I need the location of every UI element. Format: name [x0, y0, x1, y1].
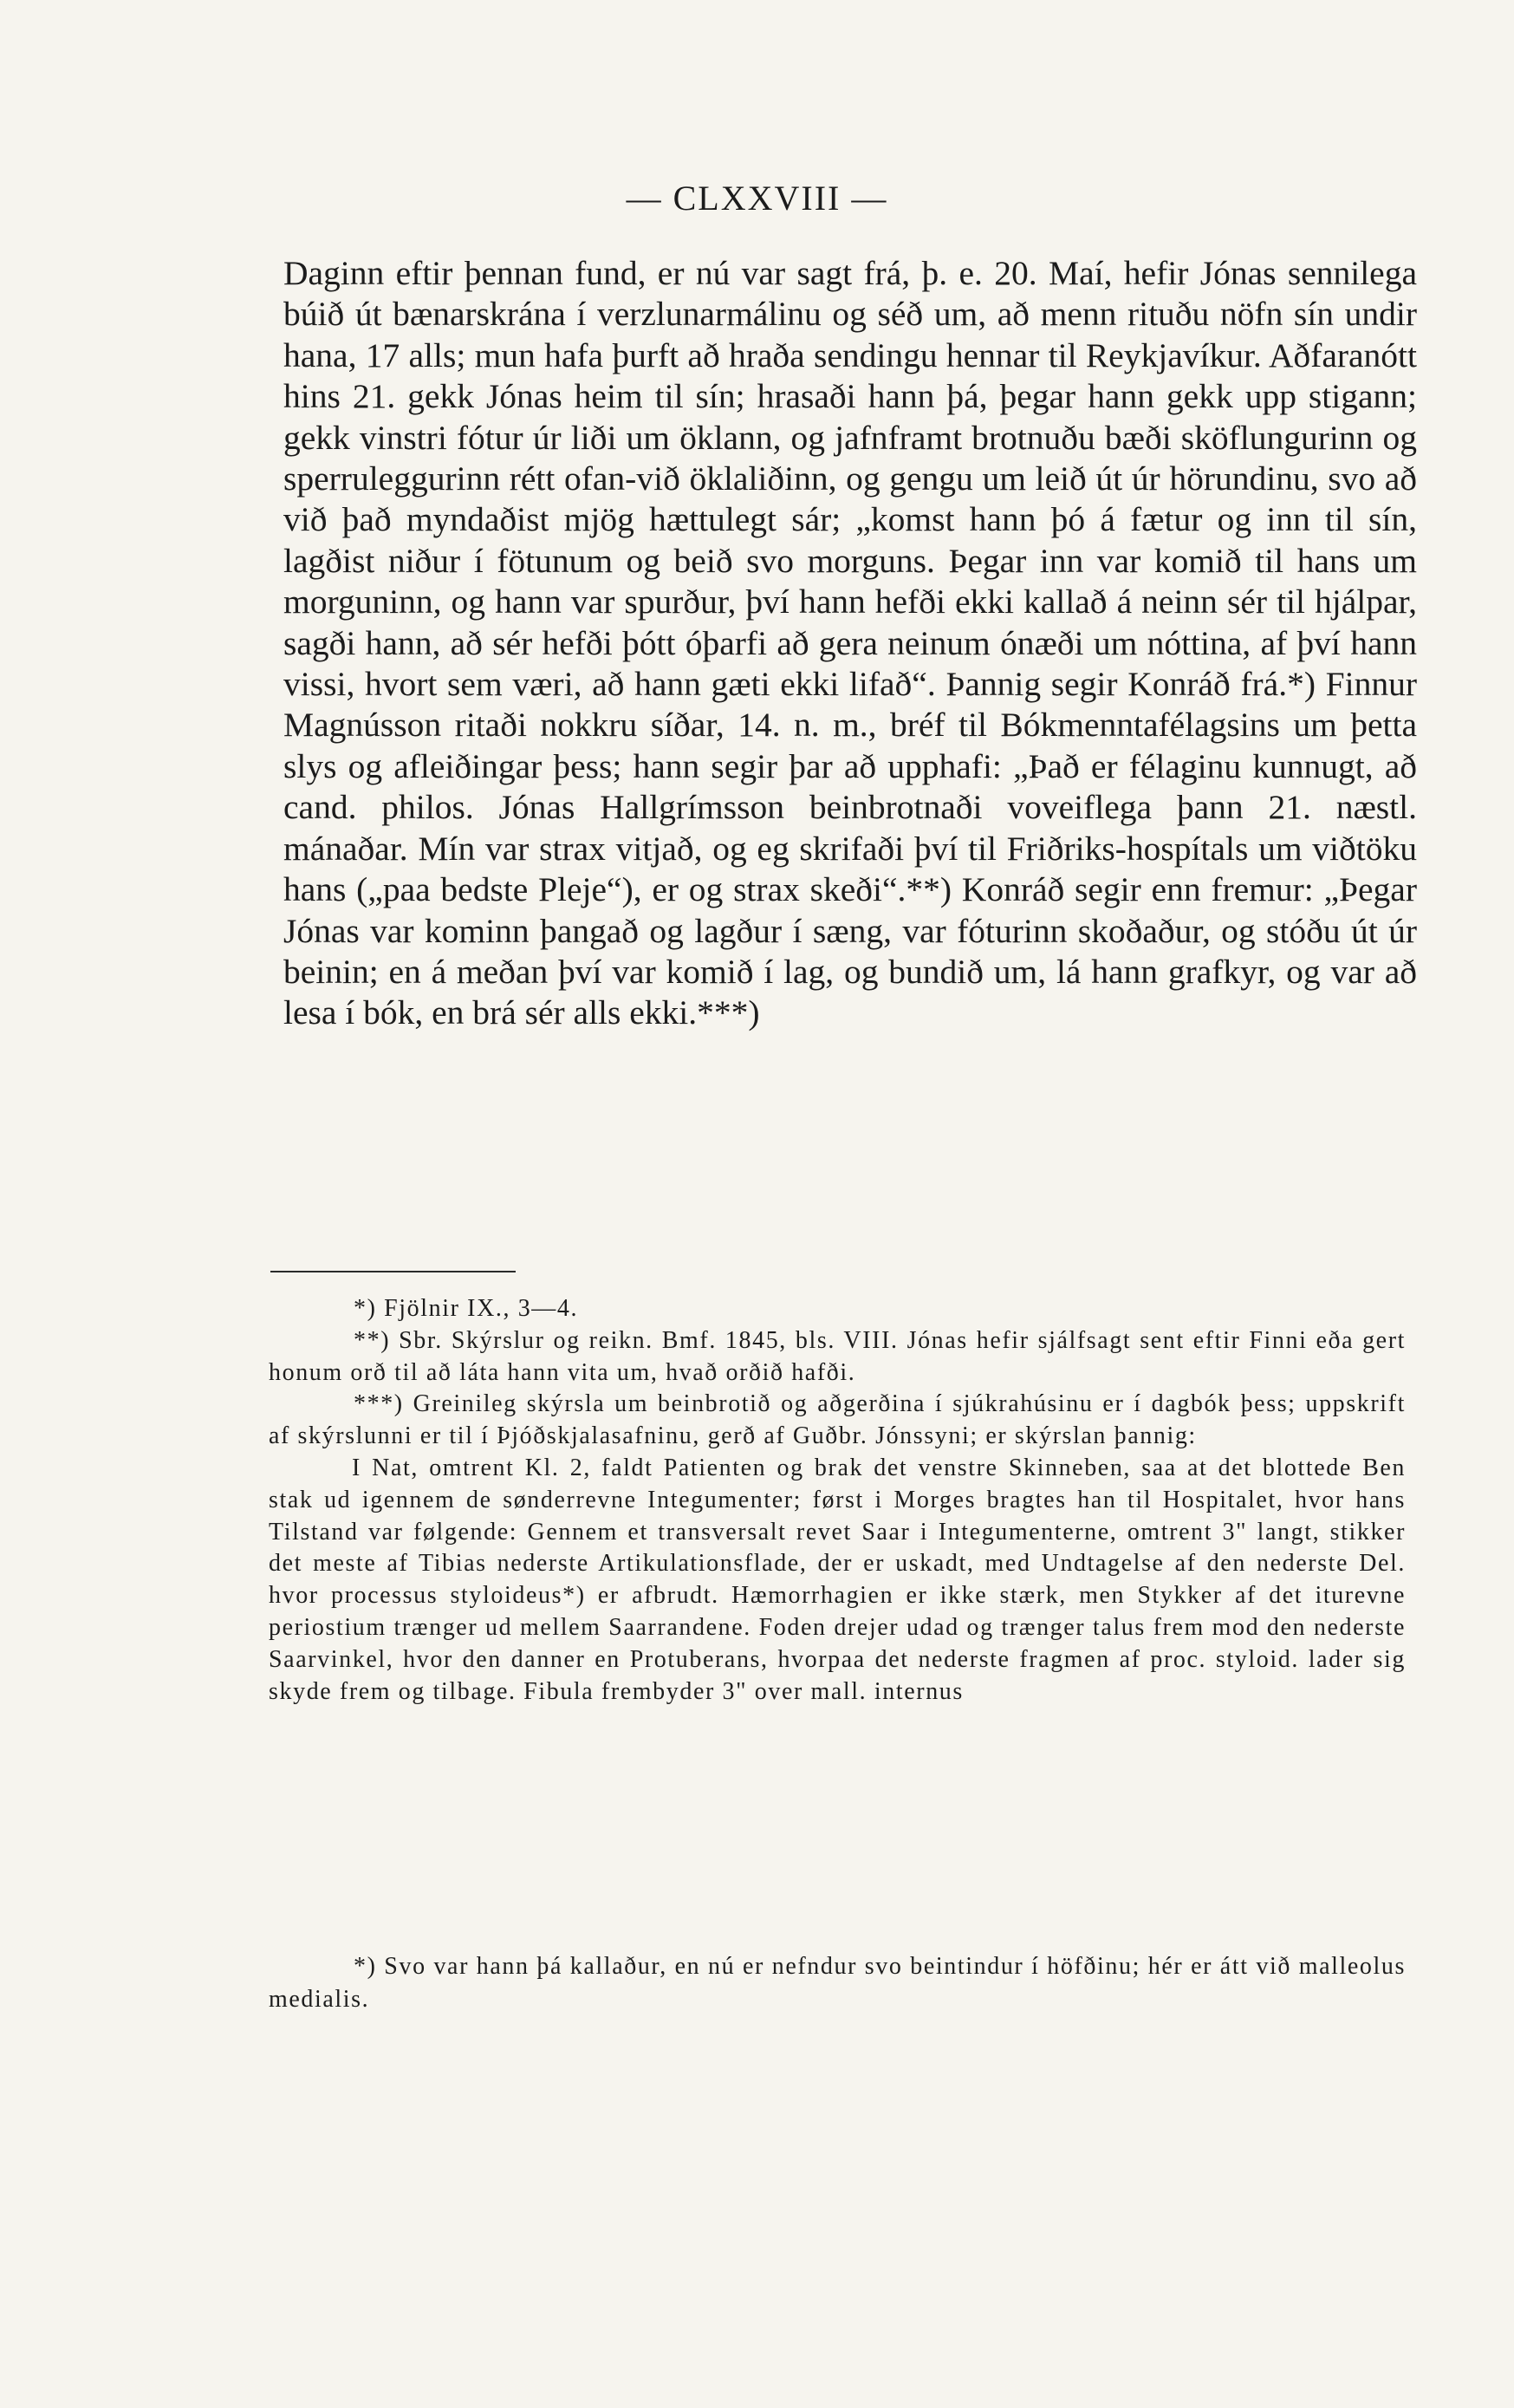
footnote-3: ***) Greinileg skýrsla um beinbrotið og aðgerðina í sjúkrahúsinu er í dagbók þess; uppskrift af skýrslunni er til í Þjóðskjalasafninu, gerð af Guðbr. Jónssyni; er skýrslan þannig: [269, 1390, 1406, 1450]
footnote-block [269, 1293, 1406, 1708]
sub-footnote: *) Svo var hann þá kallaður, en nú er nefndur svo beintindur í höfðinu; hér er átt við malleolus medialis. [269, 1953, 1406, 2013]
page-header: — CLXXVIII — [626, 179, 888, 218]
main-text: Daginn eftir þennan fund, er nú var sagt frá, þ. e. 20. Maí, hefir Jónas sennilega búið út bænarskrána í verzlunarmálinu og séð um, að menn rituðu nöfn sín undir hana, 17 alls; mun hafa þurft að hraða sendingu hennar til Reykjavíkur. Aðfaranótt hins 21. gekk Jónas heim til sín; hrasaði hann þá, þegar hann gekk upp stigann; gekk vinstri fótur úr liði um öklann, og jafnframt brotnuðu bæði sköflungurinn og sperruleggurinn rétt ofan-við öklaliðinn, og gengu um leið út úr hörundinu, svo að við það myndaðist mjög hættulegt sár; „komst hann þó á fætur og inn til sín, lagðist niður í fötunum og beið svo morguns. Þegar inn var komið til hans um morguninn, og hann var spurður, því hann hefði ekki kallað á neinn sér til hjálpar, sagði hann, að sér hefði þótt óþarfi að gera neinum ónæði um nóttina, af því hann vissi, hvort sem væri, að hann gæti ekki lifað“. Þannig segir Konráð frá.*) Finnur Magnússon ritaði nokkru síðar, 14. n. m., bréf til Bókmenntafélagsins um þetta slys og afleiðingar þess; hann segir þar að upphafi: „Það er félaginu kunnugt, að cand. philos. Jónas Hallgrímsson beinbrotnaði voveiflega þann 21. næstl. mánaðar. Mín var strax vitjað, og eg skrifaði því til Friðriks-hospítals um viðtöku hans („paa bedste Pleje“), er og strax skeði“.**) Konráð segir enn fremur: „Þegar Jónas var kominn þangað og lagður í sæng, var fóturinn skoðaður, og stóðu út úr beinin; en á meðan því var komið í lag, og bundið um, lá hann grafkyr, og var að lesa í bók, en brá sér alls ekki.***) [283, 254, 1417, 1032]
footnote-2: **) Sbr. Skýrslur og reikn. Bmf. 1845, bls. VIII. Jónas hefir sjálfsagt sent eftir Finni eða gert honum orð til að láta hann vita um, hvað orðið hafði. [269, 1326, 1406, 1386]
footnote-divider [270, 1271, 516, 1272]
footnote-1: *) Fjölnir IX., 3—4. [354, 1295, 579, 1322]
footnote-quote: I Nat, omtrent Kl. 2, faldt Patienten og brak det venstre Skinneben, saa at det blottede Ben stak ud igennem de sønderrevne Integumenter; først i Morges bragtes han til Hospitalet, hvor hans Tilstand var følgende: Gennem et transversalt revet Saar i Integumenterne, omtrent 3" langt, stikker det meste af Tibias nederste Artikulationsflade, der er uskadt, med Undtagelse af den nederste Del. hvor processus styloideus*) er afbrudt. Hæmorrhagien er ikke stærk, men Stykker af det iturevne periostium trænger ud mellem Saarrandene. Foden drejer udad og trænger talus frem mod den nederste Saarvinkel, hvor den danner en Protuberans, hvorpaa det nederste fragmen af proc. styloid. lader sig skyde frem og tilbage. Fibula frembyder 3" over mall. internus [269, 1454, 1406, 1705]
